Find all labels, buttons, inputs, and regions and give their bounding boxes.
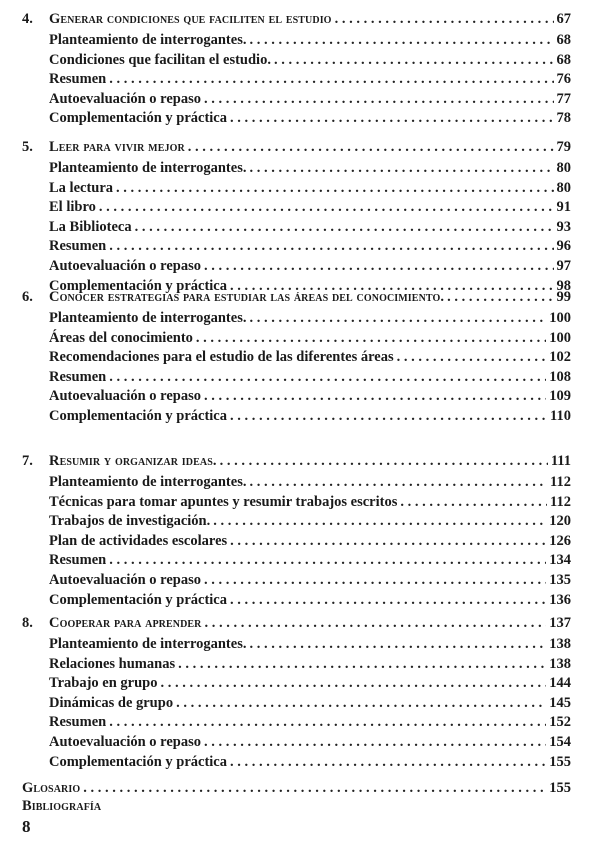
entry-label: Autoevaluación o repaso — [49, 90, 201, 107]
page-ref: 96 — [556, 238, 571, 255]
toc-entry — [49, 694, 571, 712]
dot-leader — [178, 655, 546, 673]
subentry-row — [0, 694, 600, 712]
entry-label: Áreas del conocimiento — [49, 329, 193, 346]
entry-label: Resumen — [49, 552, 107, 569]
entry-label: La lectura — [49, 179, 114, 196]
entry-label: Técnicas para tomar apuntes y resumir trabajos escritos — [49, 493, 398, 510]
entry-label: Planteamiento de interrogantes. — [49, 474, 247, 490]
subentry-row — [0, 368, 600, 386]
subentry-row — [0, 635, 600, 653]
toc-entry — [49, 309, 571, 327]
page-ref: 79 — [556, 139, 571, 155]
dot-leader — [447, 288, 553, 306]
subentry-row — [0, 407, 600, 425]
dot-leader — [397, 348, 547, 366]
toc-entry — [49, 159, 571, 177]
toc-entry — [49, 348, 571, 366]
chapter-title: Cooperar para aprender — [49, 615, 202, 631]
dot-leader — [230, 591, 546, 609]
toc-entry — [22, 779, 571, 797]
entry-label: Planteamiento de interrogantes. — [49, 160, 247, 176]
subentry-row — [0, 571, 600, 589]
chapter-title: Conocer estrategias para estudiar las áreas del conocimiento. — [49, 289, 445, 305]
toc-entry — [49, 571, 571, 589]
entry-label: Planteamiento de interrogantes. — [49, 636, 247, 652]
page-ref: 67 — [556, 11, 571, 27]
entry-label: Trabajos de investigación. — [49, 513, 211, 530]
chapter-number: 8. — [22, 615, 33, 631]
toc-entry — [49, 368, 571, 386]
entry-label: Plan de actividades escolares — [49, 532, 228, 549]
dot-leader — [230, 109, 554, 127]
dot-leader — [274, 51, 554, 69]
subentry-row — [0, 257, 600, 275]
toc-entry — [49, 109, 571, 127]
page-ref: 144 — [549, 675, 571, 692]
page-ref: 77 — [556, 90, 571, 107]
dot-leader — [204, 90, 554, 108]
chapter-row — [0, 138, 600, 156]
toc-entry — [49, 198, 571, 216]
dot-leader — [176, 694, 546, 712]
toc-entry — [49, 591, 571, 609]
toc-entry — [49, 90, 571, 108]
entry-label: Dinámicas de grupo — [49, 694, 174, 711]
subentry-row — [0, 218, 600, 236]
page-ref: 80 — [556, 179, 571, 196]
entry-label: Complementación y práctica — [49, 277, 227, 294]
page-ref: 68 — [556, 32, 571, 48]
toc-entry — [49, 493, 571, 511]
subentry-row — [0, 179, 600, 197]
entry-label: Complementación y práctica — [49, 753, 227, 770]
entry-label: Autoevaluación o repaso — [49, 734, 201, 750]
page-ref: 100 — [549, 329, 571, 346]
page-ref: 91 — [556, 199, 571, 216]
subentry-row — [0, 733, 600, 751]
entry-label: Planteamiento de interrogantes. — [49, 310, 247, 326]
subentry-row — [0, 51, 600, 69]
subentry-row — [0, 655, 600, 673]
subentry-row — [0, 753, 600, 771]
dot-leader — [109, 551, 546, 569]
page-ref: 138 — [549, 636, 571, 652]
subentry-row — [0, 329, 600, 347]
chapter-title: Glosario — [22, 780, 81, 796]
chapter-row — [0, 452, 600, 470]
subentry-row — [0, 159, 600, 177]
entry-label: Resumen — [49, 238, 107, 255]
entry-label: La Biblioteca — [49, 218, 132, 235]
page-ref: 138 — [549, 655, 571, 672]
page-ref: 78 — [556, 110, 571, 127]
toc-entry — [49, 31, 571, 49]
chapter-row — [0, 614, 600, 632]
chapter-title: Generar condiciones que faciliten el estudio — [49, 11, 332, 27]
page-ref: 155 — [549, 780, 571, 796]
subentry-row — [0, 473, 600, 491]
entry-label: Complementación y práctica — [49, 110, 227, 127]
page-ref: 98 — [556, 277, 571, 294]
subentry-row — [0, 512, 600, 530]
page-ref: 97 — [556, 258, 571, 274]
dot-leader — [335, 10, 554, 28]
page-ref: 112 — [550, 493, 571, 510]
toc-entry — [49, 257, 571, 275]
chapter-title: Resumir y organizar ideas. — [49, 453, 217, 469]
back-matter-row — [0, 779, 600, 797]
subentry-row — [0, 551, 600, 569]
page-ref: 93 — [556, 218, 571, 235]
toc-entry — [49, 407, 571, 425]
entry-label: Resumen — [49, 368, 107, 385]
toc-entry — [49, 674, 571, 692]
dot-leader — [249, 473, 547, 491]
dot-leader — [109, 70, 553, 88]
toc-entry — [49, 753, 571, 771]
toc-entry — [49, 387, 571, 405]
toc-entry — [49, 551, 571, 569]
toc-entry — [49, 237, 571, 255]
entry-label: Resumen — [49, 71, 107, 88]
toc-entry — [49, 512, 571, 530]
dot-leader — [249, 159, 553, 177]
entry-label: Condiciones que facilitan el estudio. — [49, 51, 271, 68]
dot-leader — [230, 753, 546, 771]
page-ref: 155 — [549, 753, 571, 770]
page-ref: 110 — [550, 408, 571, 424]
page-ref: 108 — [549, 368, 571, 385]
subentry-row — [0, 198, 600, 216]
subentry-row — [0, 90, 600, 108]
toc-entry — [49, 138, 571, 156]
dot-leader — [249, 309, 546, 327]
page-ref: 100 — [549, 310, 571, 326]
dot-leader — [99, 198, 554, 216]
dot-leader — [205, 614, 547, 632]
back-matter-label: Bibliografía — [22, 798, 102, 814]
page-ref: 154 — [549, 734, 571, 750]
dot-leader — [204, 571, 546, 589]
chapter-row — [0, 288, 600, 306]
chapter-title: Leer para vivir mejor — [49, 139, 185, 155]
toc-entry — [49, 473, 571, 491]
page-ref: 137 — [549, 615, 571, 631]
dot-leader — [230, 407, 547, 425]
page-number: 8 — [22, 817, 31, 836]
page-ref: 135 — [549, 572, 571, 588]
page-ref: 109 — [549, 388, 571, 405]
page-ref: 126 — [549, 532, 571, 549]
entry-label: El libro — [49, 199, 96, 216]
toc-entry — [49, 532, 571, 550]
toc-entry — [49, 329, 571, 347]
entry-label: Relaciones humanas — [49, 655, 176, 672]
page-ref: 112 — [550, 474, 571, 490]
toc-entry — [49, 288, 571, 306]
subentry-row — [0, 532, 600, 550]
entry-label: Autoevaluación o repaso — [49, 572, 201, 588]
dot-leader — [249, 635, 546, 653]
entry-label: Resumen — [49, 714, 107, 731]
dot-leader — [204, 257, 554, 275]
page-ref: 111 — [550, 453, 571, 469]
dot-leader — [109, 237, 553, 255]
subentry-row — [0, 493, 600, 511]
dot-leader — [230, 532, 546, 550]
page-ref: 134 — [549, 552, 571, 569]
toc-entry — [49, 713, 571, 731]
toc-entry — [49, 218, 571, 236]
toc-entry — [49, 179, 571, 197]
toc-entry — [49, 51, 571, 69]
toc-entry — [49, 635, 571, 653]
subentry-row — [0, 109, 600, 127]
dot-leader — [161, 674, 547, 692]
page-ref: 145 — [549, 694, 571, 711]
dot-leader — [83, 779, 546, 797]
subentry-row — [0, 591, 600, 609]
back-matter-row — [0, 797, 600, 815]
entry-label: Autoevaluación o repaso — [49, 388, 201, 405]
dot-leader — [116, 179, 553, 197]
dot-leader — [204, 387, 546, 405]
entry-label: Recomendaciones para el estudio de las diferentes áreas — [49, 349, 394, 366]
chapter-number: 6. — [22, 289, 33, 305]
page-ref: 68 — [556, 51, 571, 68]
subentry-row — [0, 348, 600, 366]
subentry-row — [0, 31, 600, 49]
dot-leader — [196, 329, 546, 347]
chapter-number: 5. — [22, 139, 33, 155]
chapter-row — [0, 10, 600, 28]
page-ref: 152 — [549, 714, 571, 731]
toc-entry — [49, 70, 571, 88]
chapter-number: 4. — [22, 11, 33, 27]
subentry-row — [0, 237, 600, 255]
entry-label: Trabajo en grupo — [49, 675, 158, 692]
dot-leader — [109, 368, 546, 386]
subentry-row — [0, 387, 600, 405]
page-ref: 99 — [556, 289, 571, 305]
chapter-number: 7. — [22, 453, 33, 469]
subentry-row — [0, 309, 600, 327]
subentry-row — [0, 70, 600, 88]
dot-leader — [400, 493, 547, 511]
dot-leader — [109, 713, 546, 731]
page-ref: 80 — [556, 160, 571, 176]
entry-label: Autoevaluación o repaso — [49, 258, 201, 274]
page-ref: 136 — [549, 591, 571, 608]
toc-entry — [49, 655, 571, 673]
toc-entry — [49, 614, 571, 632]
toc-entry — [49, 452, 571, 470]
page-ref: 76 — [556, 71, 571, 88]
entry-label: Complementación y práctica — [49, 591, 227, 608]
toc-entry — [49, 733, 571, 751]
toc-entry — [49, 10, 571, 28]
entry-label: Complementación y práctica — [49, 408, 227, 424]
dot-leader — [213, 512, 546, 530]
subentry-row — [0, 713, 600, 731]
page-ref: 120 — [549, 513, 571, 530]
subentry-row — [0, 674, 600, 692]
dot-leader — [220, 452, 548, 470]
page-ref: 102 — [549, 349, 571, 366]
entry-label: Planteamiento de interrogantes. — [49, 32, 247, 48]
dot-leader — [135, 218, 554, 236]
dot-leader — [204, 733, 546, 751]
dot-leader — [188, 138, 554, 156]
dot-leader — [249, 31, 553, 49]
